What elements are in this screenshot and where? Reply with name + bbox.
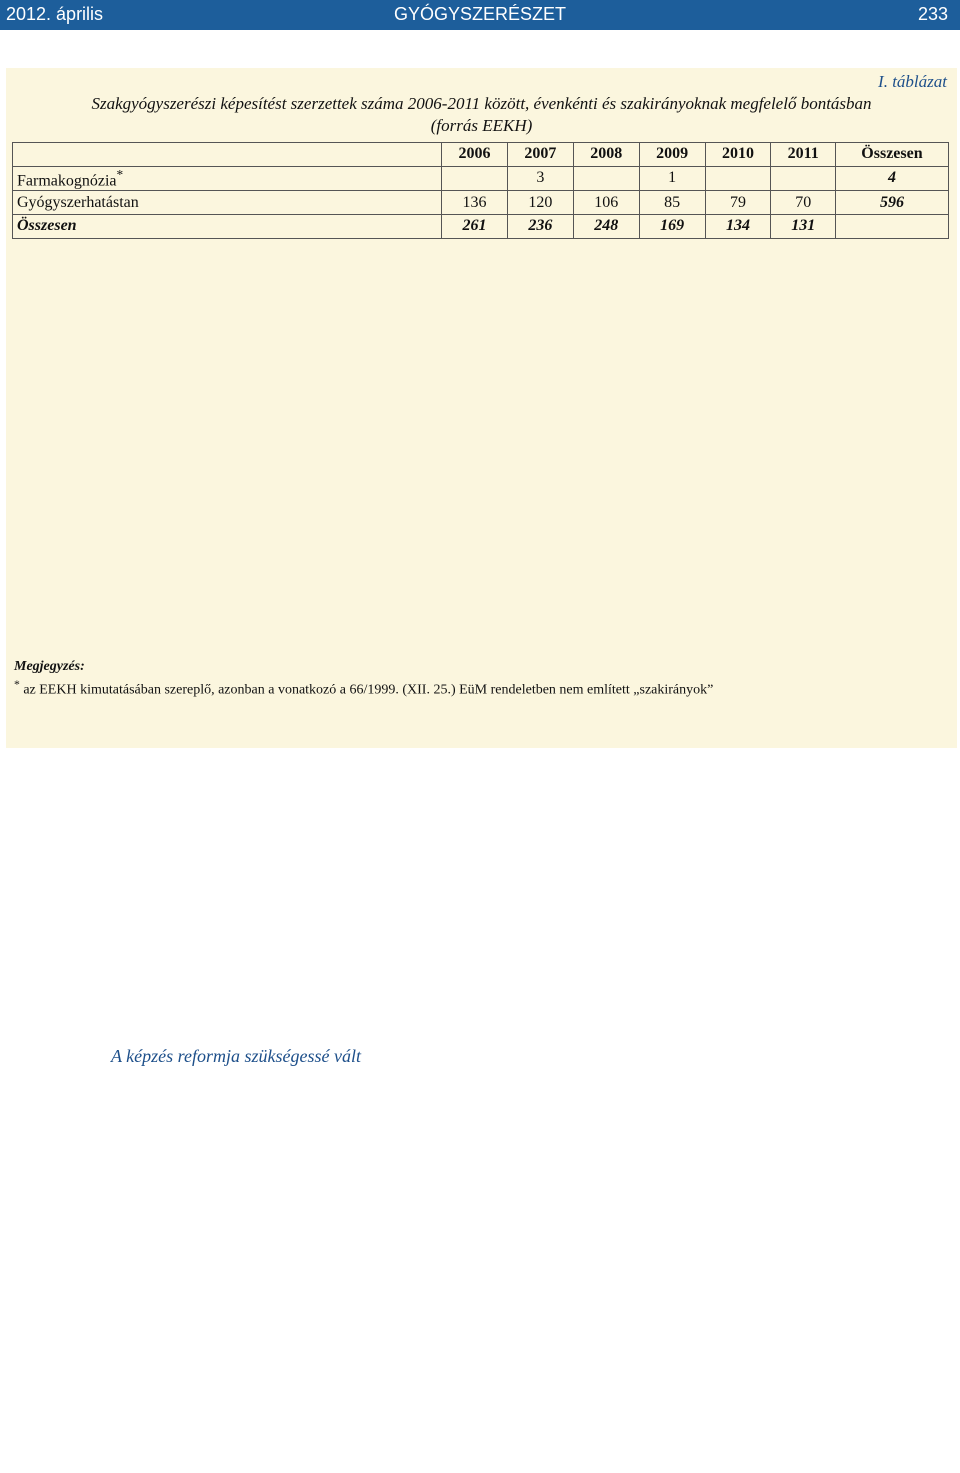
row-label: Farmakognózia* [13, 166, 442, 190]
notes-title: Megjegyzés: [14, 659, 85, 674]
table-cell: 79 [705, 191, 771, 215]
table-caption: Szakgyógyszerészi képesítést szerzettek száma 2006-2011 között, évenkénti és szakirányoknak megfelelő bontásban [91, 94, 872, 113]
column-header: Összesen [835, 143, 948, 167]
note-single-asterisk: * az EEKH kimutatásában szereplő, azonban a vonatkozó a 66/1999. (XII. 25.) EüM rendeletben nem említett „szakirányok” [14, 678, 714, 698]
table-body [13, 166, 949, 238]
table-cell: 106 [573, 191, 639, 215]
table-notes [14, 658, 944, 700]
table-cell: 236 [507, 214, 573, 238]
row-total-cell: 4 [835, 166, 948, 190]
row-total-cell [835, 214, 948, 238]
journal-title: GYÓGYSZERÉSZET [393, 4, 567, 24]
table-row [13, 214, 949, 238]
section-heading: A képzés reformja szükségessé vált [111, 1046, 361, 1066]
column-header: 2007 [507, 143, 573, 167]
table-source: (forrás EEKH) [430, 116, 533, 135]
row-label: Összesen [13, 214, 442, 238]
table-cell: 169 [639, 214, 705, 238]
column-header: 2011 [771, 143, 835, 167]
table-cell: 131 [771, 214, 835, 238]
row-total-cell: 596 [835, 191, 948, 215]
table-header-row [13, 143, 949, 167]
table-cell [573, 166, 639, 190]
table-number: I. táblázat [878, 72, 947, 91]
running-header [0, 0, 960, 30]
row-label: Gyógyszerhatástan [13, 191, 442, 215]
table-cell: 248 [573, 214, 639, 238]
table-cell: 120 [507, 191, 573, 215]
table-cell [442, 166, 508, 190]
issue-date: 2012. április [6, 4, 104, 24]
table-cell: 134 [705, 214, 771, 238]
column-header: 2009 [639, 143, 705, 167]
table-panel [6, 68, 957, 748]
table-cell [771, 166, 835, 190]
column-header: 2008 [573, 143, 639, 167]
column-header: 2006 [442, 143, 508, 167]
table-cell: 1 [639, 166, 705, 190]
statistics-table [12, 142, 949, 239]
table-row [13, 191, 949, 215]
header-blank [13, 143, 442, 167]
table-row [13, 166, 949, 190]
table-cell: 261 [442, 214, 508, 238]
table-cell: 85 [639, 191, 705, 215]
table-cell: 136 [442, 191, 508, 215]
page-number: 233 [917, 4, 948, 24]
table-cell: 70 [771, 191, 835, 215]
column-header: 2010 [705, 143, 771, 167]
table-cell: 3 [507, 166, 573, 190]
table-cell [705, 166, 771, 190]
